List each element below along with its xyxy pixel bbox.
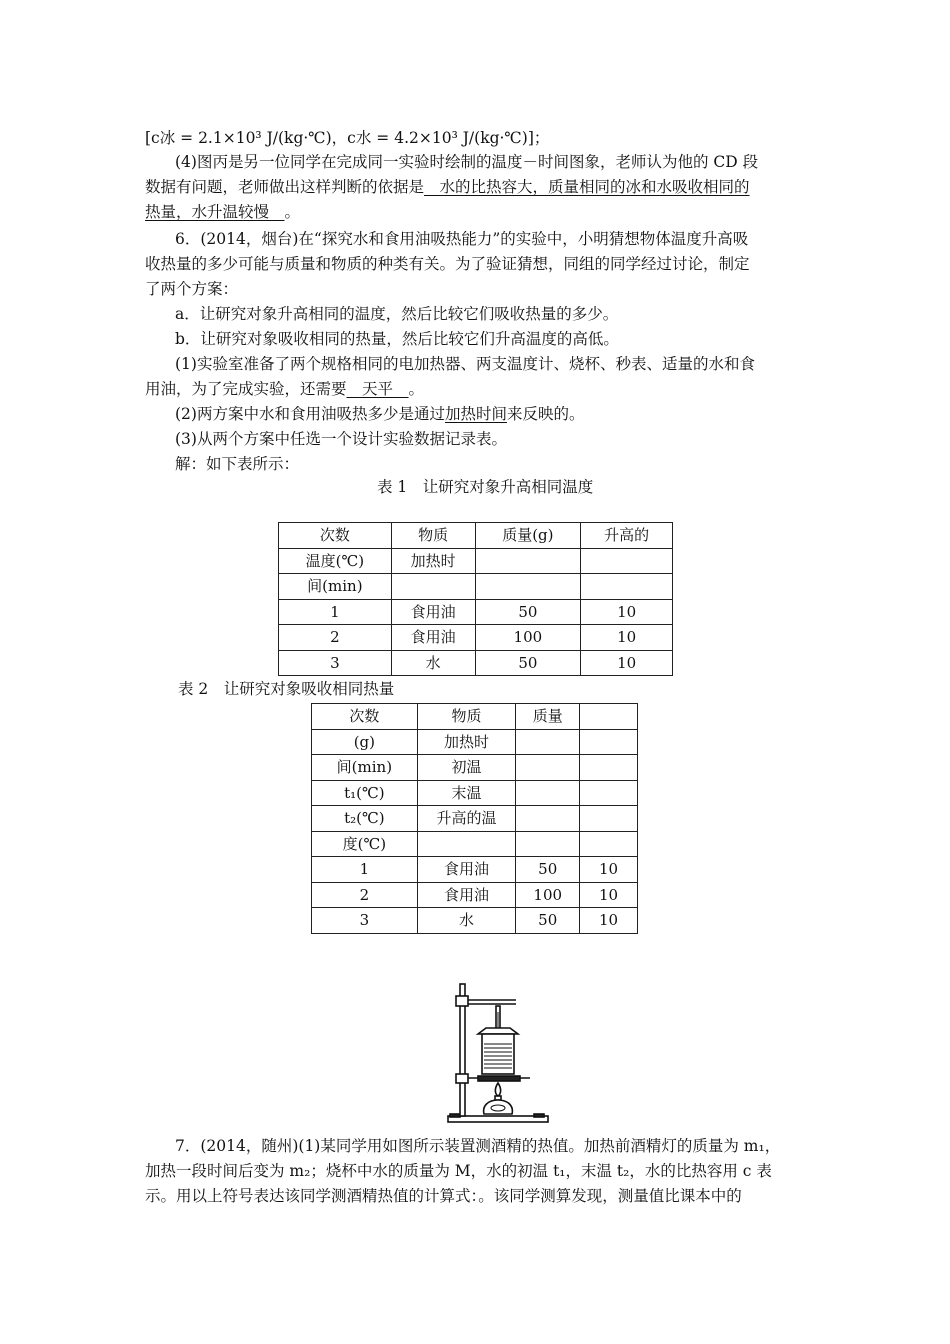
table-cell: 加热时 bbox=[391, 548, 475, 574]
table-row bbox=[312, 857, 638, 883]
table-cell: 10 bbox=[580, 857, 638, 883]
table-cell: 3 bbox=[279, 650, 392, 676]
table-cell: 10 bbox=[580, 882, 638, 908]
question-6-text-2: 收热量的多少可能与质量和物质的种类有关。为了验证猜想，同组的同学经过讨论，制定 bbox=[145, 255, 750, 273]
table-2 bbox=[311, 703, 638, 934]
question-6-text: 6．(2014，烟台)在“探究水和食用油吸热能力”的实验中，小明猜想物体温度升高吸 bbox=[175, 230, 749, 248]
table-cell bbox=[581, 574, 673, 600]
table-cell: 100 bbox=[516, 882, 580, 908]
question-4-text-2 bbox=[145, 175, 813, 199]
table-cell: 次数 bbox=[279, 523, 392, 549]
question-4-text: (4)图丙是另一位同学在完成同一实验时绘制的温度－时间图象，老师认为他的 CD 段 bbox=[175, 153, 759, 171]
table-row bbox=[312, 780, 638, 806]
formula-line: [c冰 = 2.1×10³ J/(kg·℃)，c水 = 4.2×10³ J/(kg·℃)]； bbox=[145, 129, 550, 147]
table-cell bbox=[516, 806, 580, 832]
answer-intro: 解：如下表所示： bbox=[175, 455, 300, 473]
table-cell: 升高的 bbox=[581, 523, 673, 549]
table-cell: 50 bbox=[516, 857, 580, 883]
table-cell: 10 bbox=[581, 625, 673, 651]
sub-question-3: (3)从两个方案中任选一个设计实验数据记录表。 bbox=[175, 430, 507, 448]
table-cell: 物质 bbox=[391, 523, 475, 549]
table-cell bbox=[475, 548, 581, 574]
text-span: 数据有问题，老师做出这样判断的依据是 bbox=[145, 178, 425, 196]
text-span: 。 bbox=[408, 380, 425, 398]
table-cell bbox=[580, 755, 638, 781]
table-cell: 加热时 bbox=[417, 729, 516, 755]
table-cell: 2 bbox=[279, 625, 392, 651]
table-row bbox=[312, 806, 638, 832]
table-row bbox=[279, 650, 673, 676]
plan-b: b．让研究对象吸收相同的热量，然后比较它们升高温度的高低。 bbox=[175, 330, 619, 348]
answer-blank: 加热时间 bbox=[444, 405, 507, 423]
table-2-caption: 表 2 让研究对象吸收相同热量 bbox=[178, 680, 395, 698]
table-cell: (g) bbox=[312, 729, 418, 755]
table-cell: 100 bbox=[475, 625, 581, 651]
table-row bbox=[279, 625, 673, 651]
table-cell bbox=[516, 780, 580, 806]
table-cell: 次数 bbox=[312, 704, 418, 730]
table-row bbox=[312, 729, 638, 755]
table-cell: t₂(℃) bbox=[312, 806, 418, 832]
table-cell: 间(min) bbox=[312, 755, 418, 781]
table-cell: 10 bbox=[581, 650, 673, 676]
sub-question-1-2 bbox=[145, 377, 813, 401]
table-cell bbox=[475, 574, 581, 600]
text-span: 。 bbox=[284, 203, 301, 221]
alcohol-lamp-heating-apparatus-icon bbox=[438, 978, 558, 1128]
table-cell: 物质 bbox=[417, 704, 516, 730]
table-row bbox=[279, 523, 673, 549]
table-cell: 1 bbox=[279, 599, 392, 625]
table-cell: 间(min) bbox=[279, 574, 392, 600]
table-cell: 初温 bbox=[417, 755, 516, 781]
table-cell: 质量 bbox=[516, 704, 580, 730]
table-cell bbox=[580, 831, 638, 857]
table-row bbox=[312, 908, 638, 934]
plan-a: a．让研究对象升高相同的温度，然后比较它们吸收热量的多少。 bbox=[175, 305, 619, 323]
sub-question-2 bbox=[175, 402, 813, 426]
table-1 bbox=[278, 522, 673, 676]
table-cell: 质量(g) bbox=[475, 523, 581, 549]
table-cell: 水 bbox=[417, 908, 516, 934]
table-cell: t₁(℃) bbox=[312, 780, 418, 806]
question-7-text-2: 加热一段时间后变为 m₂；烧杯中水的质量为 M，水的初温 t₁，末温 t₂，水的比热容用 c 表 bbox=[145, 1162, 772, 1180]
table-row bbox=[279, 548, 673, 574]
text-span: 用油，为了完成实验，还需要 bbox=[145, 380, 347, 398]
table-cell: 50 bbox=[475, 650, 581, 676]
text-span: (2)两方案中水和食用油吸热多少是通过 bbox=[175, 405, 445, 423]
table-cell: 食用油 bbox=[417, 882, 516, 908]
table-cell: 温度(℃) bbox=[279, 548, 392, 574]
table-cell: 2 bbox=[312, 882, 418, 908]
text-span: 来反映的。 bbox=[506, 405, 585, 423]
table-cell bbox=[391, 574, 475, 600]
table-cell: 食用油 bbox=[391, 599, 475, 625]
answer-blank: 天平 bbox=[346, 380, 409, 398]
question-7-text: 7．(2014，随州)(1)某同学用如图所示装置测酒精的热值。加热前酒精灯的质量为 m₁， bbox=[175, 1137, 781, 1155]
table-row bbox=[312, 882, 638, 908]
table-cell bbox=[516, 729, 580, 755]
table-cell bbox=[580, 806, 638, 832]
question-4-text-3 bbox=[145, 200, 813, 224]
table-cell bbox=[580, 704, 638, 730]
table-cell: 水 bbox=[391, 650, 475, 676]
table-cell bbox=[516, 755, 580, 781]
table-cell: 50 bbox=[516, 908, 580, 934]
table-row bbox=[312, 755, 638, 781]
table-cell bbox=[580, 729, 638, 755]
question-7-text-3: 示。用以上符号表达该同学测酒精热值的计算式：。该同学测算发现，测量值比课本中的 bbox=[145, 1187, 742, 1205]
table-cell: 食用油 bbox=[417, 857, 516, 883]
table-row bbox=[279, 599, 673, 625]
table-cell bbox=[580, 780, 638, 806]
answer-blank: 热量，水升温较慢 bbox=[145, 203, 285, 221]
answer-blank: 水的比热容大，质量相同的冰和水吸收相同的 bbox=[424, 178, 750, 196]
table-cell bbox=[417, 831, 516, 857]
table-row bbox=[279, 574, 673, 600]
table-cell: 1 bbox=[312, 857, 418, 883]
question-6-text-3: 了两个方案： bbox=[145, 280, 239, 298]
sub-question-1: (1)实验室准备了两个规格相同的电加热器、两支温度计、烧杯、秒表、适量的水和食 bbox=[175, 355, 755, 373]
table-cell: 食用油 bbox=[391, 625, 475, 651]
table-cell: 度(℃) bbox=[312, 831, 418, 857]
table-cell bbox=[581, 548, 673, 574]
table-row bbox=[312, 831, 638, 857]
table-cell: 50 bbox=[475, 599, 581, 625]
table-row bbox=[312, 704, 638, 730]
table-cell: 3 bbox=[312, 908, 418, 934]
table-cell: 升高的温 bbox=[417, 806, 516, 832]
table-cell: 10 bbox=[581, 599, 673, 625]
table-cell: 10 bbox=[580, 908, 638, 934]
table-cell: 末温 bbox=[417, 780, 516, 806]
table-cell bbox=[516, 831, 580, 857]
table-1-caption: 表 1 让研究对象升高相同温度 bbox=[377, 478, 594, 496]
